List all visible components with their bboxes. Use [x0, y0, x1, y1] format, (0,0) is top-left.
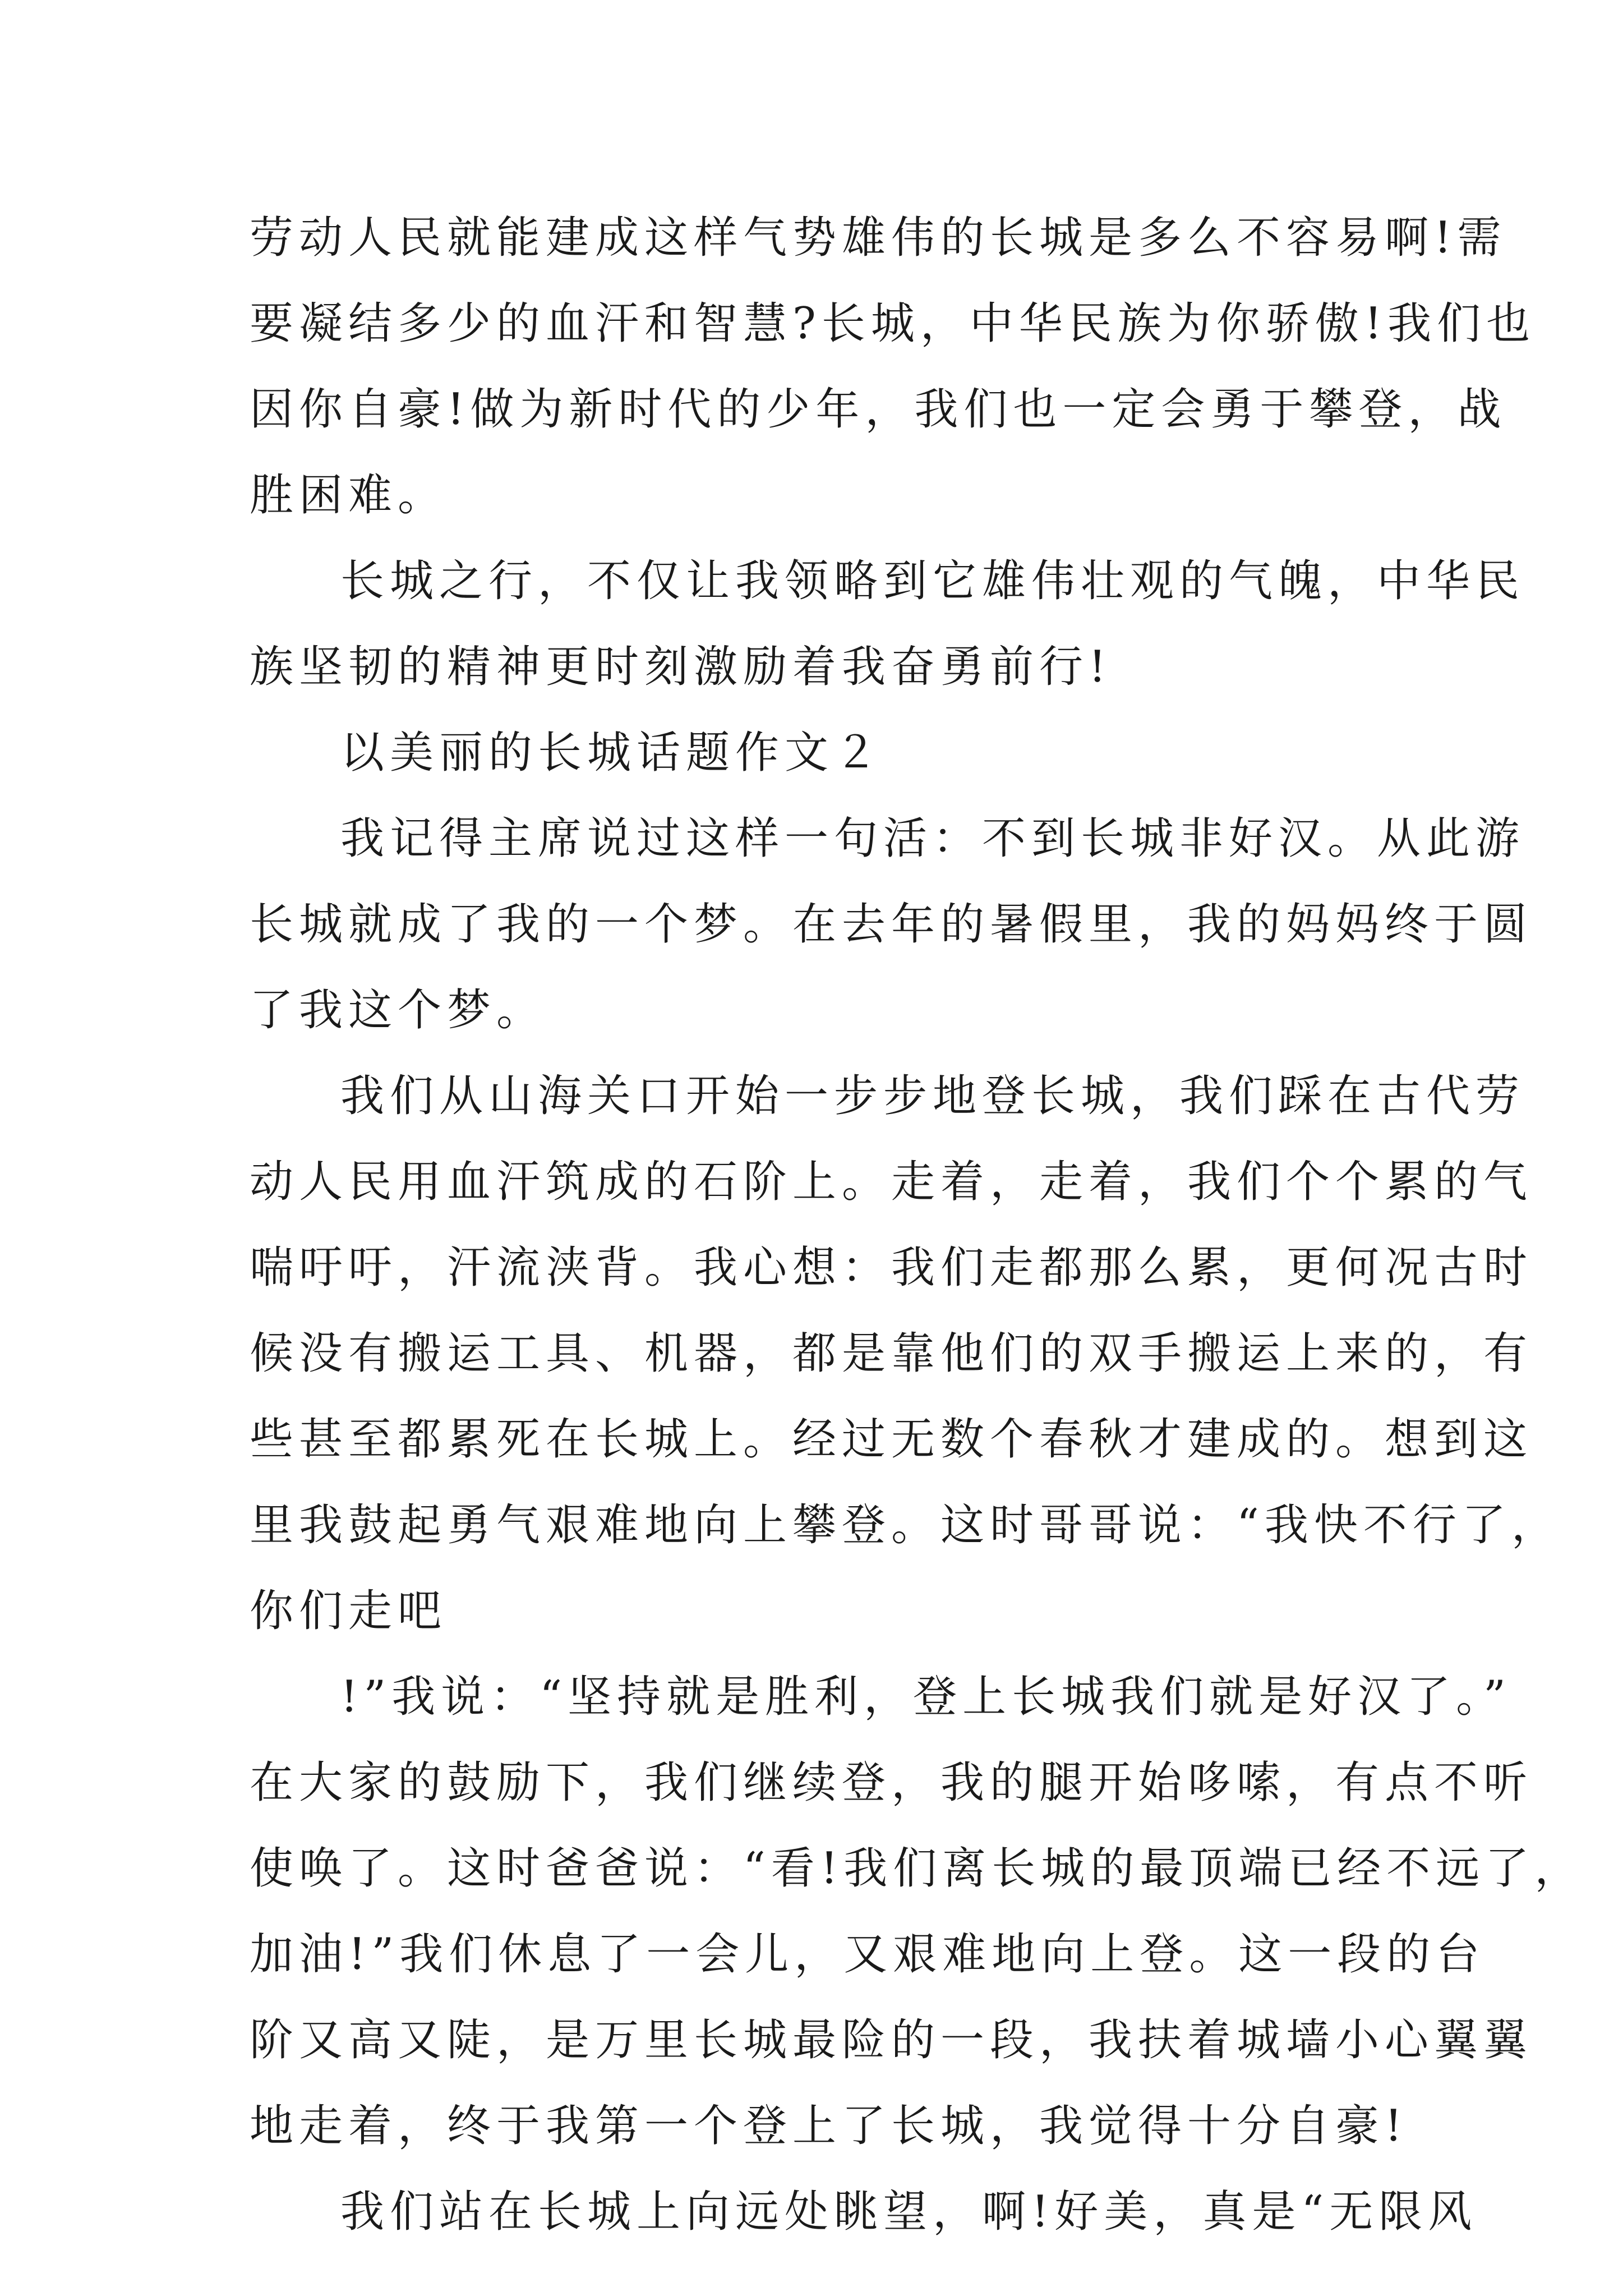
- text-line: 长城之行，不仅让我领略到它雄伟壮观的气魄，中华民: [340, 556, 1525, 606]
- text-line: 我记得主席说过这样一句活：不到长城非好汉。从此游: [340, 813, 1525, 864]
- text-line: !”我说：“坚持就是胜利，登上长城我们就是好汉了。”: [340, 1672, 1511, 1722]
- essay-text: [250, 195, 1584, 2255]
- text-line: 了我这个梦。: [250, 985, 546, 1036]
- text-line: 族坚韧的精神更时刻激励着我奋勇前行!: [250, 642, 1112, 692]
- text-line: 在大家的鼓励下，我们继续登，我的腿开始哆嗦，有点不听: [250, 1757, 1533, 1808]
- text-line: 要凝结多少的血汗和智慧?长城，中华民族为你骄傲!我们也: [250, 298, 1536, 349]
- text-line: 我们站在长城上向远处眺望，啊!好美，真是“无限风: [340, 2187, 1478, 2237]
- text-line: 地走着，终于我第一个登上了长城，我觉得十分自豪!: [250, 2101, 1408, 2151]
- text-line: 长城就成了我的一个梦。在去年的暑假里，我的妈妈终于圆: [250, 899, 1533, 950]
- text-line: 你们走吧: [250, 1586, 448, 1636]
- text-line: 我们从山海关口开始一步步地登长城，我们踩在古代劳: [340, 1071, 1525, 1121]
- text-line: 喘吁吁，汗流浃背。我心想：我们走都那么累，更何况古时: [250, 1243, 1533, 1293]
- text-line: 以美丽的长城话题作文２: [340, 728, 884, 778]
- text-line: 阶又高又陡，是万里长城最险的一段，我扶着城墙小心翼翼: [250, 2015, 1533, 2065]
- text-line: 里我鼓起勇气艰难地向上攀登。这时哥哥说：“我快不行了，: [250, 1500, 1561, 1550]
- text-line: 些甚至都累死在长城上。经过无数个春秋才建成的。想到这: [250, 1414, 1533, 1465]
- text-line: 因你自豪!做为新时代的少年，我们也一定会勇于攀登，战: [250, 384, 1507, 435]
- text-line: 使唤了。这时爸爸说：“看!我们离长城的最顶端已经不远了，: [250, 1843, 1584, 1894]
- text-line: 劳动人民就能建成这样气势雄伟的长城是多么不容易啊!需: [250, 213, 1507, 263]
- text-line: 动人民用血汗筑成的石阶上。走着，走着，我们个个累的气: [250, 1157, 1533, 1207]
- text-line: 候没有搬运工具、机器，都是靠他们的双手搬运上来的，有: [250, 1328, 1533, 1379]
- text-line: 胜困难。: [250, 470, 448, 521]
- text-line: 加油!”我们休息了一会儿，又艰难地向上登。这一段的台: [250, 1929, 1486, 1980]
